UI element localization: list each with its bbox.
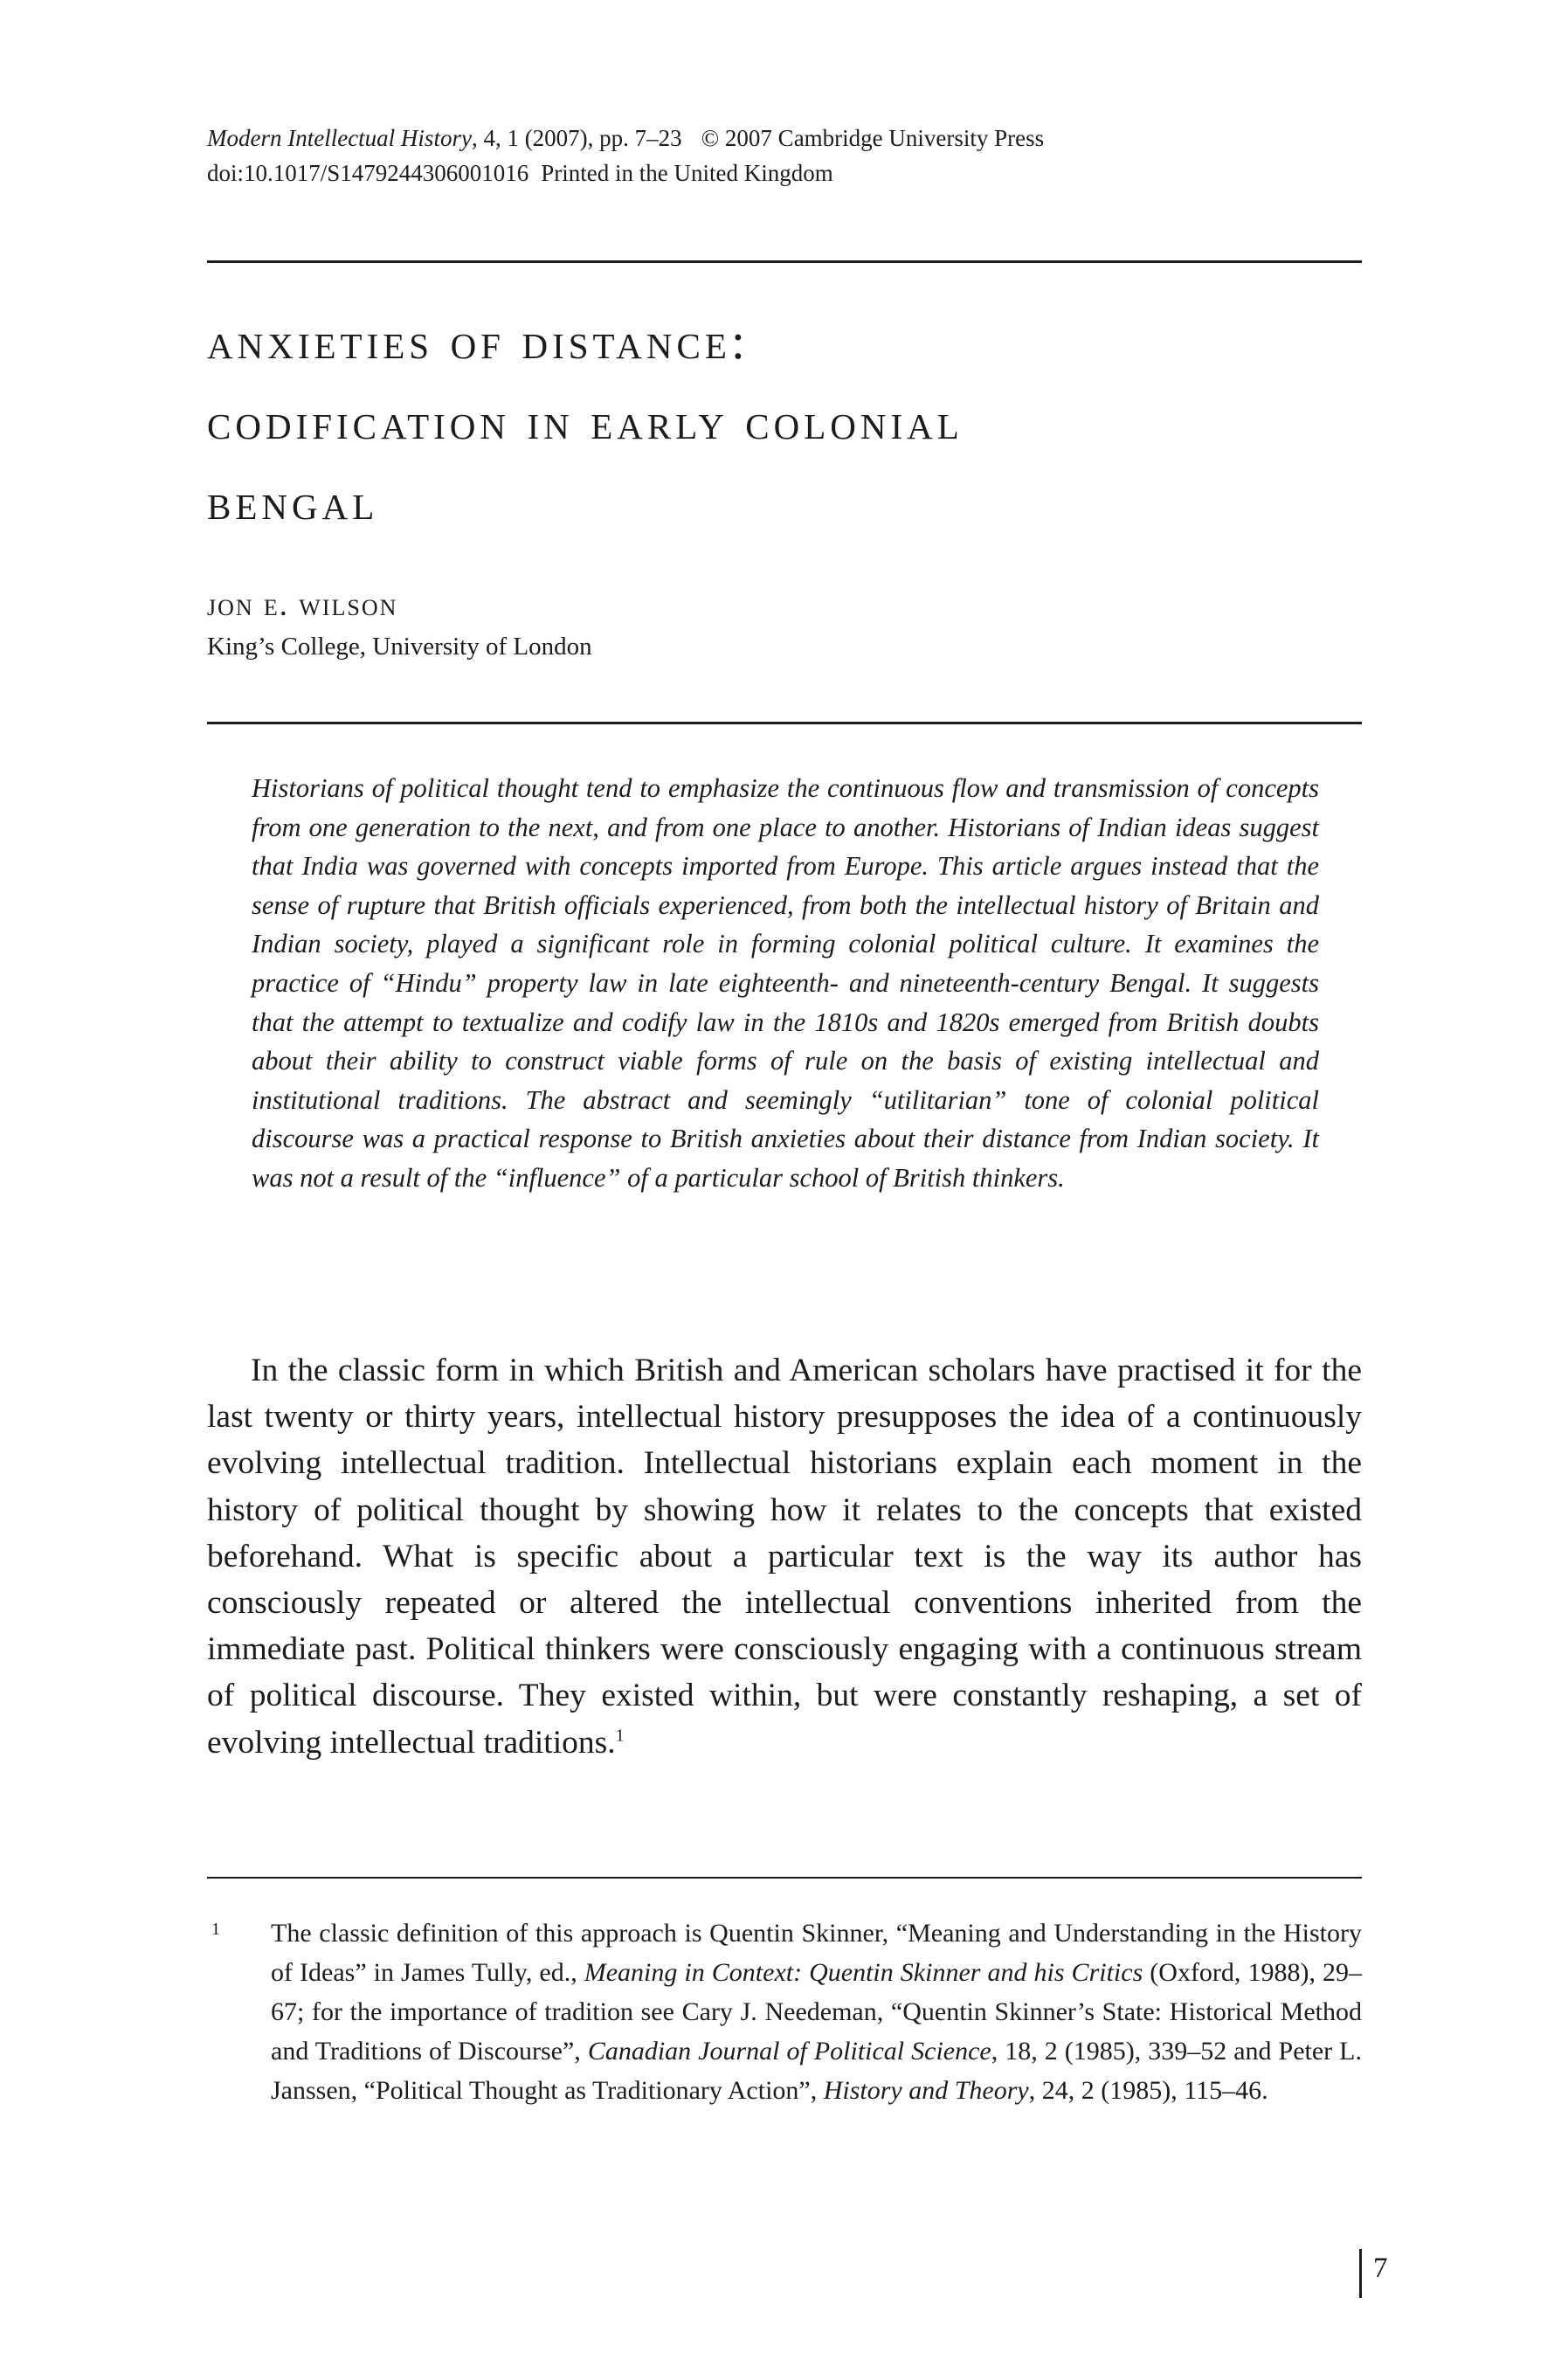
- footnote-reference[interactable]: 1: [615, 1726, 625, 1746]
- abstract: Historians of political thought tend to emphasize the continuous flow and transmission of concepts from one generation to the next, and from one place to another. Historians of Indian ideas suggest that India was governed with concepts imported from Europe. This article argues instead that the sense of rupture that British officials experienced, from both the intellectual history of Britain and Indian society, played a significant role in forming colonial political culture. It examines the practice of “Hindu” property law in late eighteenth- and nineteenth-century Bengal. It suggests that the attempt to textualize and codify law in the 1810s and 1820s emerged from British doubts about their ability to construct viable forms of rule on the basis of existing intellectual and institutional traditions. The abstract and seemingly “utilitarian” tone of colonial political discourse was a practical response to British anxieties about their distance from Indian society. It was not a result of the “influence” of a particular school of British thinkers.: [252, 773, 1319, 1193]
- footnote-rule: [207, 1877, 1362, 1879]
- footnote-text: [271, 1914, 1362, 2110]
- article-title: [207, 301, 1362, 543]
- footnote-part-2: (Oxford, 1988), 29–67; for the importance of tradition see Cary J. Needeman, “Quentin Skinner’s State: Historical Method and Traditions of Discourse”,: [271, 1958, 1362, 2066]
- body-paragraph: [207, 1347, 1362, 1766]
- title-line-3: bengal: [207, 474, 379, 530]
- title-line-2: codification in early colonial: [207, 393, 964, 450]
- author-name: jon e. wilson: [207, 587, 398, 623]
- author-affiliation: King’s College, University of London: [207, 633, 592, 661]
- footnote-part-4: , 24, 2 (1985), 115–46.: [1028, 2076, 1268, 2105]
- footnote: [207, 1914, 1362, 2110]
- footnote-part-1: The classic definition of this approach is Quentin Skinner, “Meaning and Understanding in the History of Ideas” in James Tully, ed.,: [271, 1919, 1362, 1987]
- title-line-1: anxieties of distance:: [207, 313, 750, 370]
- footnote-title-2: Canadian Journal of Political Science: [587, 2037, 991, 2066]
- header-line-2: [207, 156, 1360, 190]
- journal-citation: , 4, 1 (2007), pp. 7–23: [471, 125, 682, 151]
- header-rule: [207, 260, 1362, 263]
- footnote-title-3: History and Theory: [823, 2076, 1029, 2105]
- page-number-bar: [1359, 2249, 1362, 2298]
- footnote-number: 1: [211, 1920, 220, 1939]
- copyright-notice: © 2007 Cambridge University Press: [701, 125, 1045, 151]
- footnote-part-3: , 18, 2 (1985), 339–52 and Peter L. Janssen, “Political Thought as Traditionary Action”,: [271, 2037, 1362, 2105]
- abstract-top-rule: [207, 722, 1362, 724]
- body-text: In the classic form in which British and American scholars have practised it for the last twenty or thirty years, intellectual history presupposes the idea of a continuously evolving intellectual tradition. Intellectual historians explain each moment in the history of political thought by showing how it relates to the concepts that existed beforehand. What is specific about a particular text is the way its author has consciously repeated or altered the intellectual conventions inherited from the immediate past. Political thinkers were consciously engaging with a continuous stream of political discourse. They existed within, but were constantly reshaping, a set of evolving intellectual traditions.: [207, 1353, 1362, 1761]
- footnote-title-1: Meaning in Context: Quentin Skinner and his Critics: [584, 1958, 1143, 1987]
- doi: doi:10.1017/S1479244306001016: [207, 160, 529, 186]
- page-number: 7: [1373, 2253, 1388, 2284]
- printed-notice: Printed in the United Kingdom: [541, 160, 833, 186]
- journal-header: [207, 121, 1360, 190]
- journal-name: Modern Intellectual History: [207, 125, 472, 151]
- header-line-1: [207, 121, 1360, 156]
